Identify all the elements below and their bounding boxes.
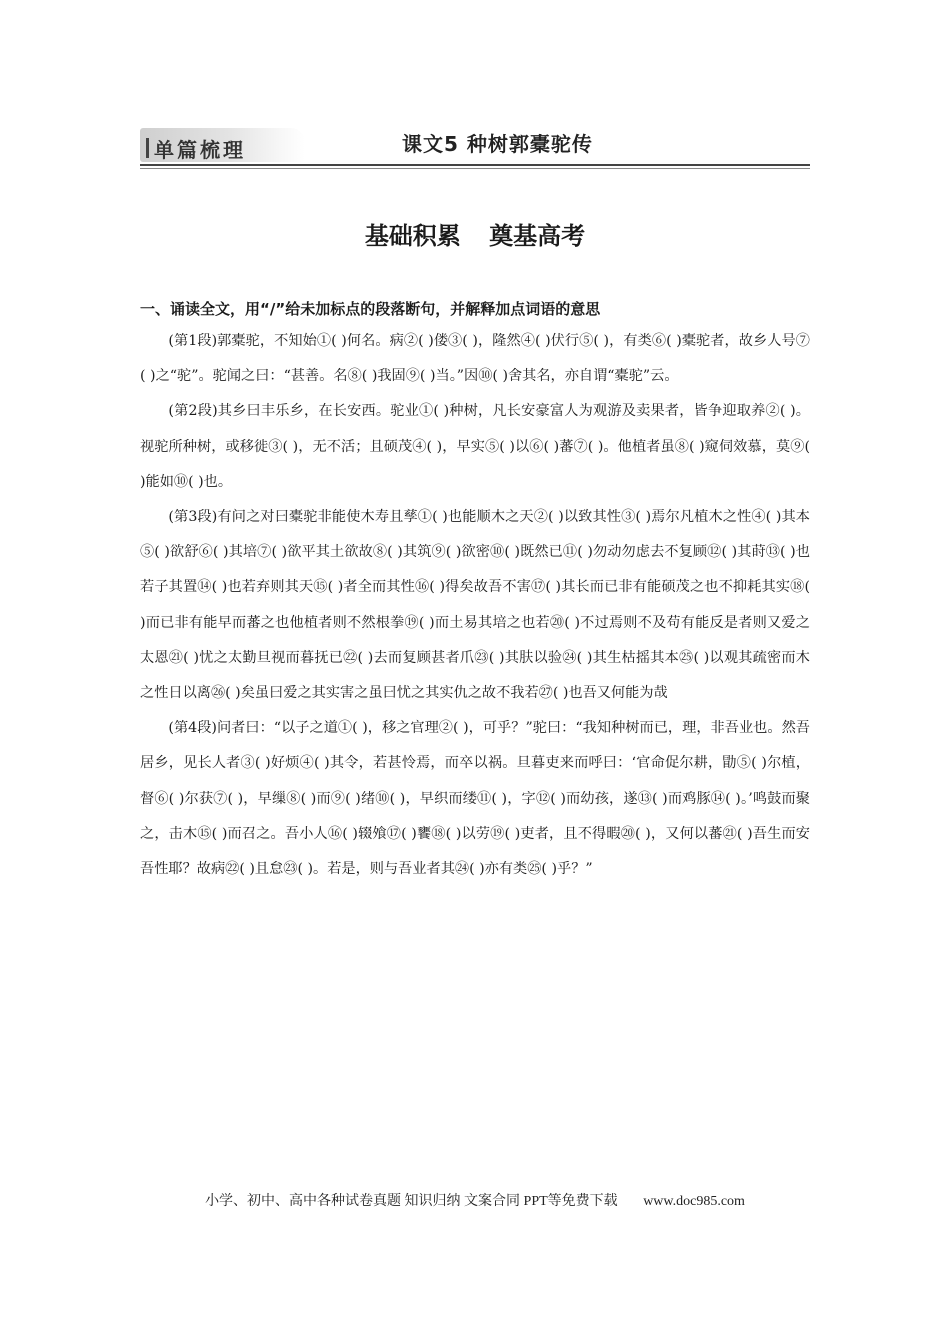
header-rule-thin: [140, 168, 810, 169]
badge-bar-decoration: [146, 138, 149, 158]
footer-text: 小学、初中、高中各种试卷真题 知识归纳 文案合同 PPT等免费下载: [205, 1194, 618, 1209]
paragraph-4: (第4段)问者曰：“以子之道①( )，移之官理②( )，可乎？”驼曰：“我知种树而已，理，非吾业也。然吾居乡，见长人者③( )好烦④( )其令，若甚怜焉，而卒以祸。旦暮吏来而呼曰：‘官命促尔耕，勖⑤( )尔植，督⑥( )尔获⑦( )，早缫⑧( )而⑨( )绪⑩( )，早织而缕⑪( )，字⑫( )而幼孩，遂⑬( )而鸡豚⑭( )。’鸣鼓而聚之，击木⑮( )而召之。吾小人⑯( )辍飧⑰( )饔⑱( )以劳⑲( )吏者，且不得暇⑳( )，又何以蕃㉑( )吾生而安吾性耶？故病㉒( )且怠㉓( )。若是，则与吾业者其㉔( )亦有类㉕( )乎？”: [140, 720, 810, 878]
task-instruction: 一、诵读全文，用“/”给未加标点的段落断句，并解释加点词语的意思: [140, 300, 601, 318]
section-title-part2: 奠基高考: [489, 222, 586, 250]
section-badge: [140, 128, 305, 162]
exercise-body: [140, 294, 810, 887]
page-footer: [0, 1190, 950, 1210]
paragraph-3: (第3段)有问之对曰橐驼非能使木寿且孳①( )也能顺木之天②( )以致其性③( )焉尔凡植木之性④( )其本⑤( )欲舒⑥( )其培⑦( )欲平其土欲故⑧( )其筑⑨( )欲密⑩( )既然已⑪( )勿动勿虑去不复顾⑫( )其莳⑬( )也若子其置⑭( )也若弃则其天⑮( )者全而其性⑯( )得矣故吾不害⑰( )其长而已非有能硕茂之也不抑耗其实⑱( )而已非有能早而蕃之也他植者则不然根拳⑲( )而土易其培之也若⑳( )不过焉则不及苟有能反是者则又爱之太恩㉑( )忧之太勤旦视而暮抚已㉒( )去而复顾甚者爪㉓( )其肤以验㉔( )其生枯摇其本㉕( )以观其疏密而木之性日以离㉖( )矣虽曰爱之其实害之虽曰忧之其实仇之故不我若㉗( )也吾又何能为哉: [140, 509, 810, 702]
section-title-part1: 基础积累: [364, 222, 461, 250]
lesson-header: [140, 124, 810, 164]
paragraph-1: (第1段)郭橐驼，不知始①( )何名。病②( )偻③( )，隆然④( )伏行⑤( )，有类⑥( )橐驼者，故乡人号⑦( )之“驼”。驼闻之曰：“甚善。名⑧( )我固⑨( )当。”因⑩( )舍其名，亦自谓“橐驼”云。: [140, 333, 810, 385]
header-rule: [140, 164, 810, 166]
footer-url: www.doc985.com: [643, 1194, 745, 1209]
badge-label: 单篇梳理: [154, 138, 246, 162]
section-title: [0, 216, 950, 251]
lesson-title: 课文5 种树郭橐驼传: [402, 132, 593, 156]
paragraph-2: (第2段)其乡曰丰乐乡，在长安西。驼业①( )种树，凡长安豪富人为观游及卖果者，皆争迎取养②( )。视驼所种树，或移徙③( )，无不活；且硕茂④( )，早实⑤( )以⑥( )蕃⑦( )。他植者虽⑧( )窥伺效慕，莫⑨( )能如⑩( )也。: [140, 403, 810, 490]
